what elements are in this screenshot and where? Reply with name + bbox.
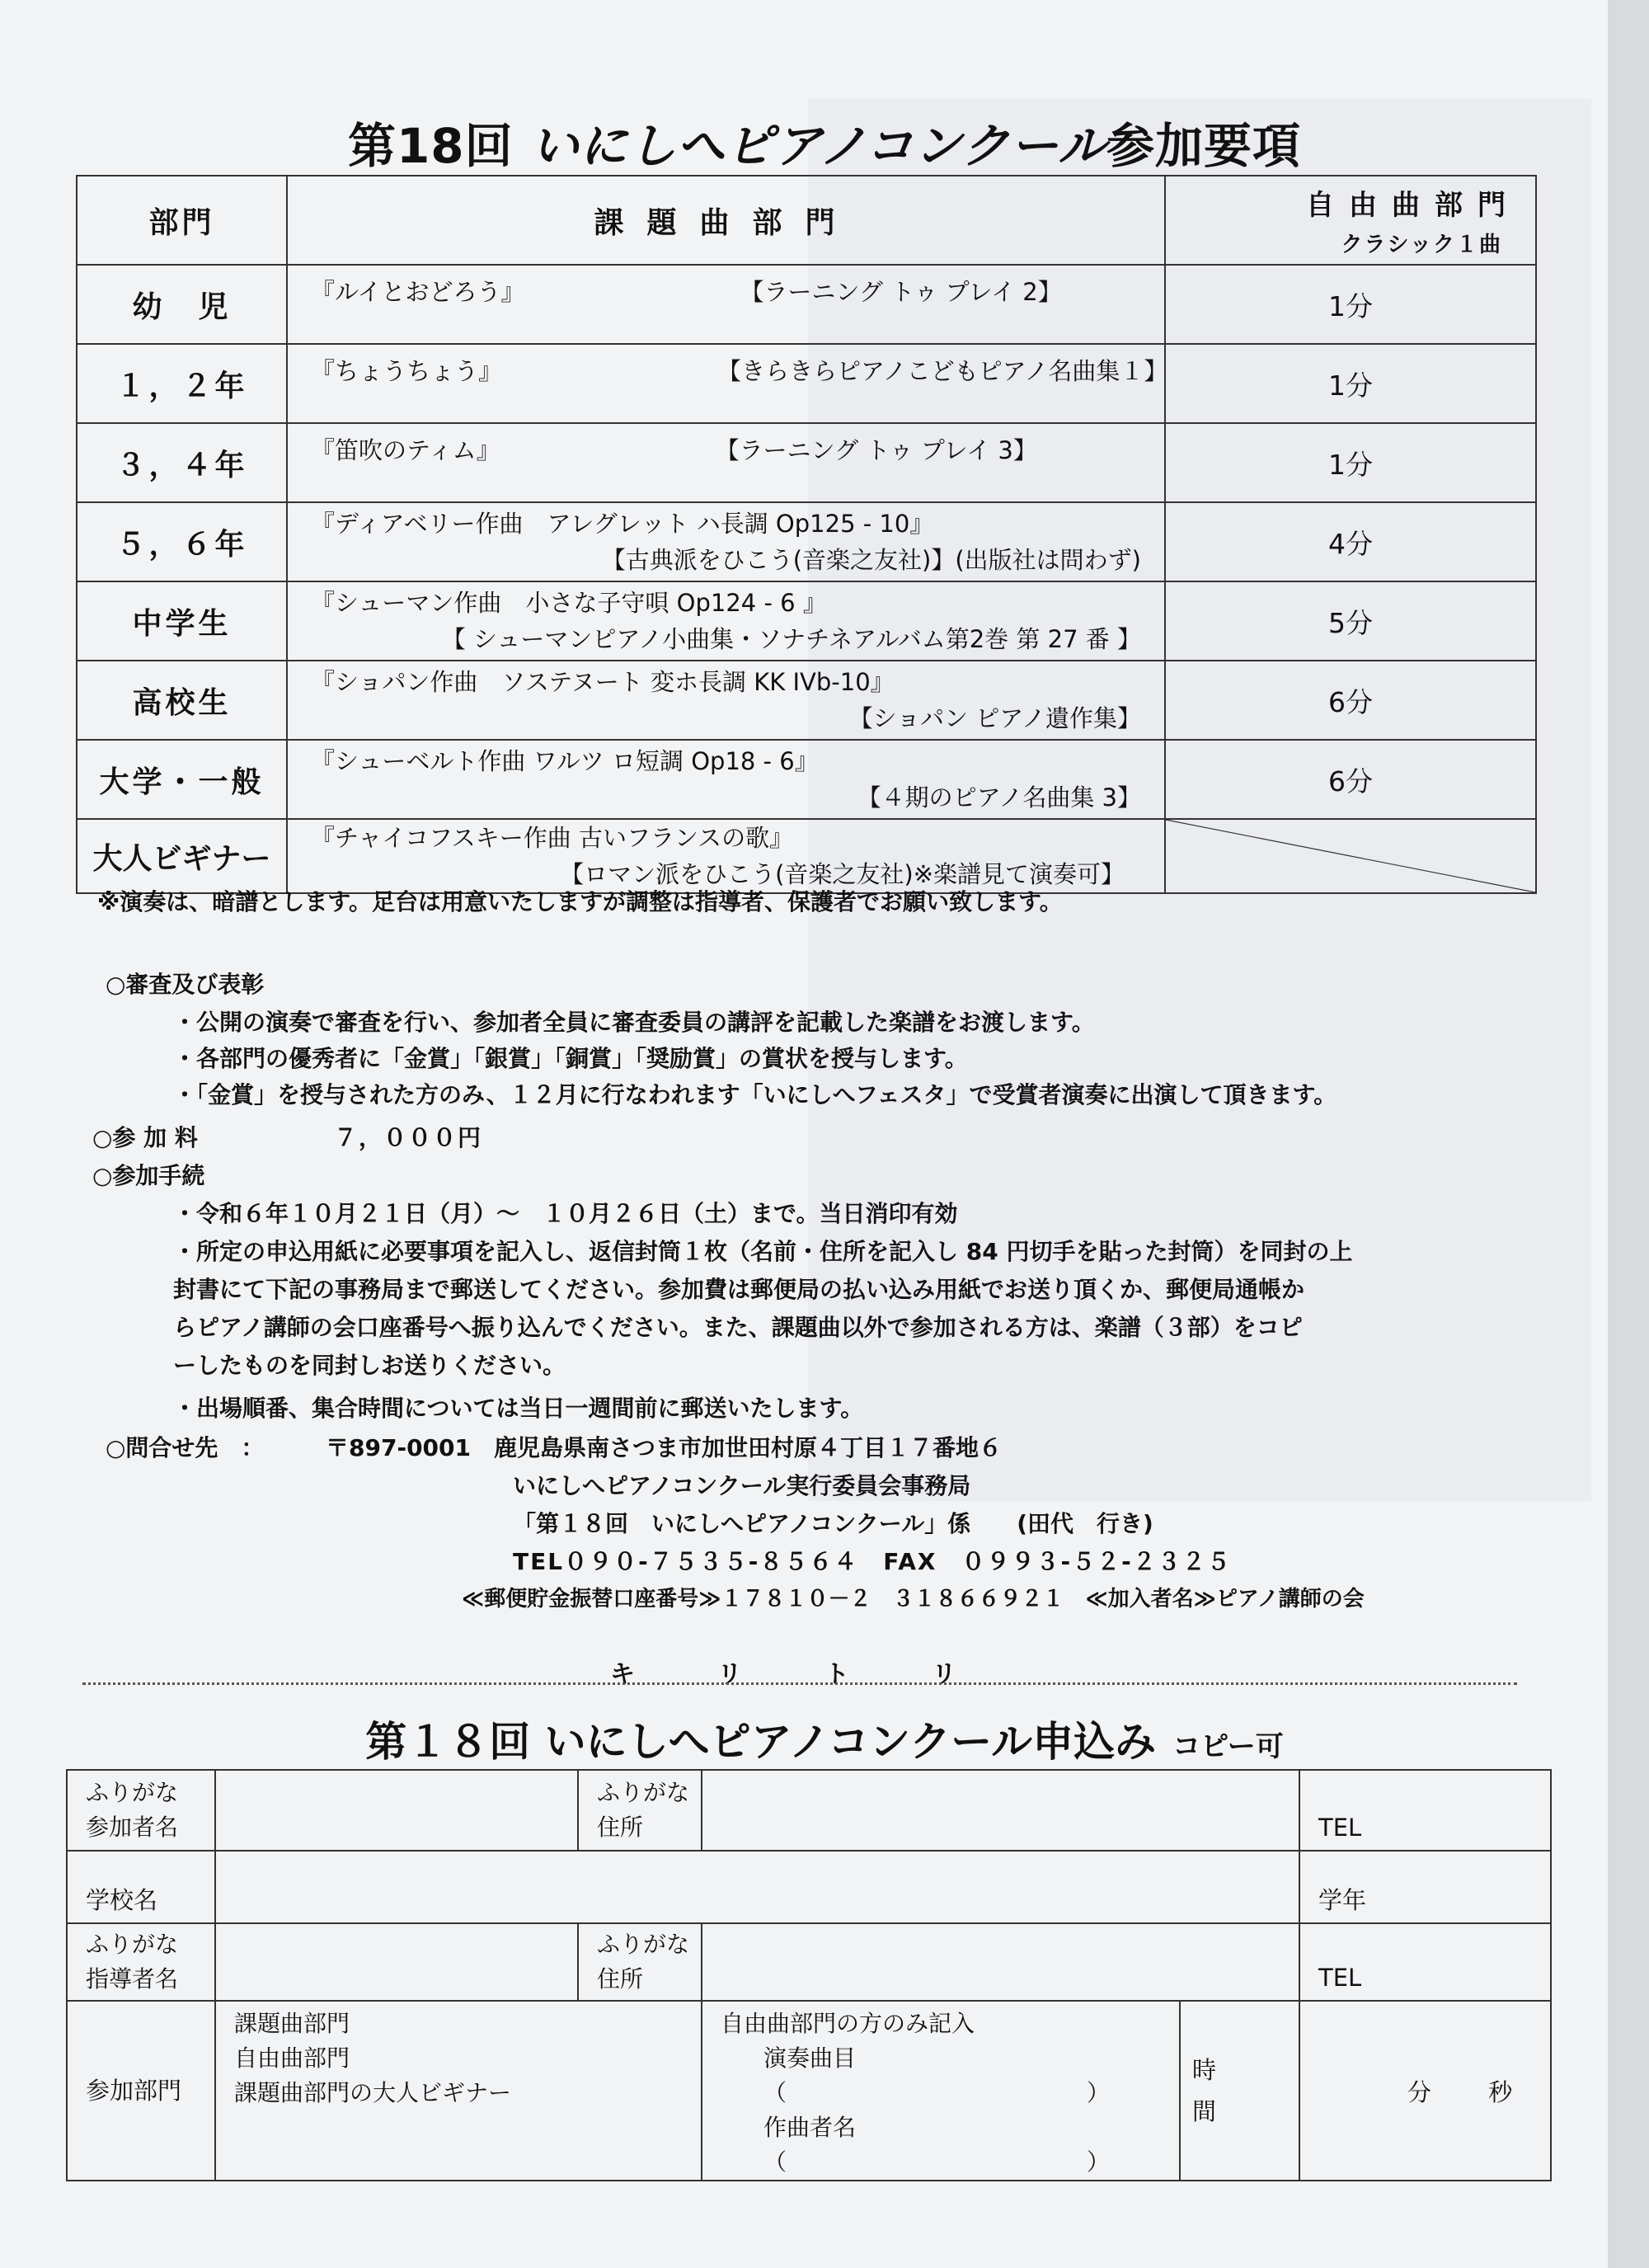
piece-cell (287, 423, 1165, 502)
judging-item: ・各部門の優秀者に「金賞」「銀賞」「銅賞」「奨励賞」の賞状を授与します。 (173, 1045, 968, 1072)
time-label: 時 間 (1180, 2001, 1299, 2181)
instructor-label: ふりがな 指導者名 (67, 1923, 215, 2001)
contact-line: TEL０９０-７５３５-８５６４ FAX ０９９３-５２-２３２５ (513, 1548, 1232, 1575)
piece-book: 【４期のピアノ名曲集 3】 (857, 783, 1141, 812)
minutes-label: 分 (1407, 2077, 1432, 2106)
dept-cell: ５，６年 (77, 502, 287, 581)
instructor-address-field[interactable] (702, 1923, 1299, 2001)
dept-cell: 大学・一般 (77, 740, 287, 819)
table-row (77, 265, 1536, 344)
free-piece-block (702, 2001, 1180, 2181)
school-label: 学校名 (67, 1851, 215, 1923)
dept-option[interactable]: 自由曲部門 (234, 2044, 350, 2072)
participant-label: ふりがな 参加者名 (67, 1770, 215, 1851)
form-row-school (67, 1851, 1551, 1923)
header-piece: 課題曲部門 (287, 176, 1165, 265)
form-row-dept (67, 2001, 1551, 2181)
piece-line: 『ちょうちょう』 【きらきらピアノこどもピアノ名曲集１】 (311, 357, 1168, 385)
table-row (77, 423, 1536, 502)
dept-options[interactable] (215, 2001, 702, 2181)
paper-edge (1608, 0, 1649, 2268)
judging-item: ・「金賞」を授与された方のみ、１２月に行なわれます「いにしへフェスタ」で受賞者演奏に出演して頂きます。 (173, 1081, 1337, 1108)
procedure-heading: ○参加手続 (92, 1162, 205, 1189)
dept-cell: ３，４年 (77, 423, 287, 502)
piece-book: 【ショパン ピアノ遺作集】 (848, 704, 1141, 732)
application-form (66, 1769, 1552, 2181)
free-only-note: 自由曲部門の方のみ記入 (721, 2010, 975, 2037)
address-label: ふりがな 住所 (578, 1770, 702, 1851)
dept-option[interactable]: 課題曲部門 (234, 2010, 350, 2037)
piece-line: 『ディアベリー作曲 アレグレット ハ長調 Op125 - 10』 (311, 510, 934, 538)
page-title: 第18回 いにしへピアノコンクール参加要項 (347, 118, 1302, 174)
requirements-table (76, 175, 1537, 894)
cut-here-label: キリトリ (610, 1660, 1039, 1689)
time-cell: 1分 (1165, 344, 1536, 423)
tel-field[interactable]: TEL (1299, 1770, 1551, 1851)
dept-cell: 幼 児 (77, 265, 287, 344)
performance-note: ※演奏は、暗譜とします。足台は用意いたしますが調整は指導者、保護者でお願い致します。 (97, 888, 1063, 915)
table-row (77, 502, 1536, 581)
piece-cell (287, 265, 1165, 344)
piece-line: 『笛吹のティム』 【ラーニング トゥ プレイ 3】 (311, 436, 1037, 464)
piece-line: 『シューベルト作曲 ワルツ ロ短調 Op18 - 6』 (311, 747, 819, 775)
grade-field[interactable]: 学年 (1299, 1851, 1551, 1923)
time-cell: 4分 (1165, 502, 1536, 581)
procedure-line: ・令和６年１０月２１日（月）～ １０月２６日（土）まで。当日消印有効 (173, 1200, 958, 1227)
address-field[interactable] (702, 1770, 1299, 1851)
instructor-address-label: ふりがな 住所 (578, 1923, 702, 2001)
piece-book: 【古典派をひこう(音楽之友社)】(出版社は問わず) (601, 546, 1141, 574)
contact-line: 〒897-0001 鹿児島県南さつま市加世田村原４丁目１７番地６ (326, 1434, 1003, 1461)
table-header-row (77, 176, 1536, 265)
piece-cell (287, 344, 1168, 423)
diagonal-line (1166, 820, 1535, 892)
procedure-line: らピアノ講師の会口座番号へ振り込んでください。また、課題曲以外で参加される方は、楽譜（３部）をコピ (173, 1314, 1303, 1341)
procedure-line: ・出場順番、集合時間については当日一週間前に郵送いたします。 (173, 1395, 864, 1422)
procedure-line: 封書にて下記の事務局まで郵送してください。参加費は郵便局の払い込み用紙でお送り頂くか、郵便局通帳か (173, 1276, 1305, 1303)
time-cell: 1分 (1165, 423, 1536, 502)
piece-cell (287, 740, 1165, 819)
time-cell: 5分 (1165, 581, 1536, 661)
composer-field[interactable]: 作曲者名（ ） (763, 2114, 1111, 2176)
time-field[interactable] (1299, 2001, 1551, 2181)
table-row (77, 581, 1536, 661)
empty-diagonal-cell (1165, 819, 1536, 893)
fee-label: ○参 加 料 (92, 1124, 198, 1151)
contact-line: 「第１８回 いにしへピアノコンクール」係 (田代 行き) (513, 1510, 1153, 1537)
piece-cell (287, 661, 1165, 740)
participant-field[interactable] (215, 1770, 578, 1851)
contact-line: ≪郵便貯金振替口座番号≫１７８１０－２ ３１８６６９２１ ≪加入者名≫ピアノ講師の会 (462, 1587, 1365, 1612)
form-row-instructor (67, 1923, 1551, 2001)
instructor-tel-field[interactable]: TEL (1299, 1923, 1551, 2001)
time-cell: 6分 (1165, 740, 1536, 819)
table-row (77, 661, 1536, 740)
piece-line: 『チャイコフスキー作曲 古いフランスの歌』 (311, 824, 794, 852)
contact-label: ○問合せ先 ： (106, 1434, 265, 1461)
dept-cell: 高校生 (77, 661, 287, 740)
dept-option[interactable]: 課題曲部門の大人ビギナー (234, 2079, 512, 2106)
school-field[interactable] (215, 1851, 1299, 1923)
piece-cell (287, 819, 1165, 893)
judging-item: ・公開の演奏で審査を行い、参加者全員に審査委員の講評を記載した楽譜をお渡します。 (173, 1009, 1095, 1036)
piece-book: 【 シューマンピアノ小曲集・ソナチネアルバム第2巻 第 27 番 】 (441, 625, 1141, 653)
dept-label: 参加部門 (67, 2001, 215, 2181)
judging-heading: ○審査及び表彰 (106, 971, 265, 998)
header-dept: 部門 (77, 176, 287, 265)
seconds-label: 秒 (1488, 2077, 1513, 2106)
piece-line: 『ショパン作曲 ソステヌート 変ホ長調 KK IVb-10』 (311, 668, 895, 696)
form-row-participant (67, 1770, 1551, 1851)
piece-cell (287, 581, 1165, 661)
header-free (1165, 176, 1536, 265)
time-cell: 6分 (1165, 661, 1536, 740)
time-cell: 1分 (1165, 265, 1536, 344)
piece-line: 『ルイとおどろう』 【ラーニング トゥ プレイ 2】 (311, 278, 1062, 306)
table-row (77, 344, 1536, 423)
piece-book: 【ロマン派をひこう(音楽之友社)※楽譜見て演奏可】 (560, 860, 1125, 888)
table-row (77, 740, 1536, 819)
instructor-field[interactable] (215, 1923, 578, 2001)
piece-title-field[interactable]: 演奏曲目（ ） (763, 2044, 1111, 2106)
dept-cell: １，２年 (77, 344, 287, 423)
procedure-line: ーしたものを同封しお送りください。 (173, 1352, 566, 1379)
header-free-title: 自由曲部門 (1306, 189, 1520, 222)
table-row (77, 819, 1536, 893)
form-title: 第１８回 いにしへピアノコンクール申込み コピー可 (365, 1718, 1284, 1766)
header-free-sub: クラシック１曲 (1341, 233, 1502, 257)
piece-cell (287, 502, 1165, 581)
piece-line: 『シューマン作曲 小さな子守唄 Op124 - 6 』 (311, 589, 827, 617)
procedure-line: ・所定の申込用紙に必要事項を記入し、返信封筒１枚（名前・住所を記入し 84 円切手を貼った封筒）を同封の上 (173, 1238, 1353, 1265)
fee-value: ７，０００円 (334, 1124, 483, 1151)
dept-cell: 大人ビギナー (77, 819, 287, 893)
dept-cell: 中学生 (77, 581, 287, 661)
contact-line: いにしへピアノコンクール実行委員会事務局 (513, 1472, 971, 1499)
cut-line (82, 1682, 1517, 1685)
